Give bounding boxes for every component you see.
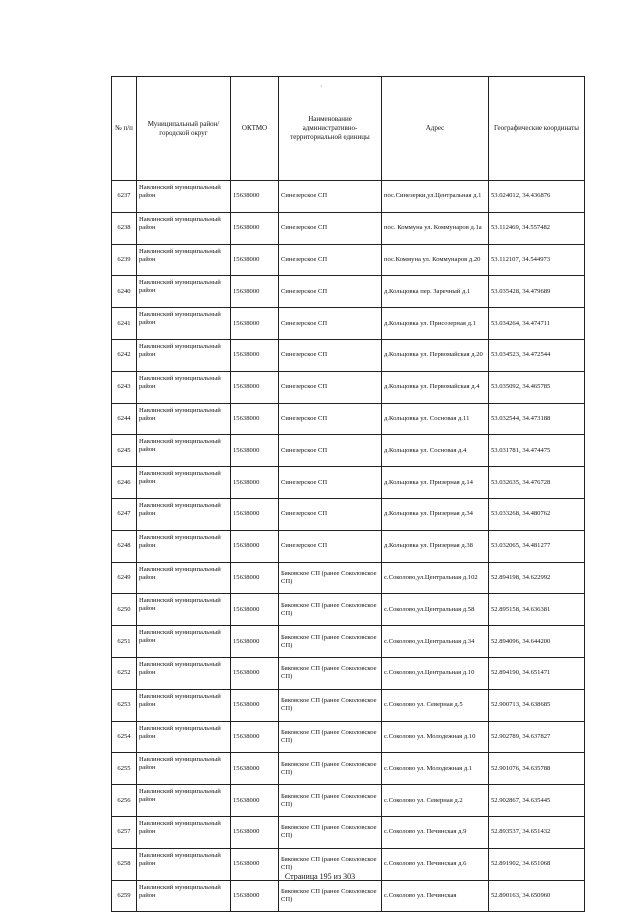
cell-address: д.Кольцовка ул. Призерная д.38 <box>382 530 489 562</box>
cell-unit: Синезерское СП <box>279 435 382 467</box>
header-district: Муниципальный район/городской округ <box>137 77 231 181</box>
header-unit: Наименование административно-территориальной единицы <box>279 77 382 181</box>
cell-address: д.Кольцовка ул. Призерная д.14 <box>382 467 489 499</box>
cell-oktmo: 15638000 <box>231 212 279 244</box>
cell-unit: Бяковское СП (ранее Соколовское СП) <box>279 848 382 880</box>
cell-address: д.Кольцовка ул. Первомайская д.20 <box>382 339 489 371</box>
cell-district: Навлинский муниципальный район <box>137 594 231 626</box>
cell-address: д.Кольцовка ул. Сосновая д.4 <box>382 435 489 467</box>
cell-district: Навлинский муниципальный район <box>137 689 231 721</box>
table-row <box>112 657 585 689</box>
cell-district: Навлинский муниципальный район <box>137 467 231 499</box>
table-row <box>112 880 585 912</box>
table-row <box>112 467 585 499</box>
cell-oktmo: 15638000 <box>231 721 279 753</box>
cell-coords: 52.894198, 34.622992 <box>489 562 585 594</box>
cell-district: Навлинский муниципальный район <box>137 785 231 817</box>
cell-num: 6245 <box>112 435 137 467</box>
cell-district: Навлинский муниципальный район <box>137 308 231 340</box>
cell-unit: Бяковское СП (ранее Соколовское СП) <box>279 657 382 689</box>
cell-unit: Бяковское СП (ранее Соколовское СП) <box>279 721 382 753</box>
cell-num: 6250 <box>112 594 137 626</box>
cell-coords: 52.893537, 34.651432 <box>489 816 585 848</box>
cell-oktmo: 15638000 <box>231 562 279 594</box>
cell-coords: 53.034523, 34.472544 <box>489 339 585 371</box>
cell-coords: 53.112107, 34.544973 <box>489 244 585 276</box>
cell-num: 6244 <box>112 403 137 435</box>
cell-coords: 52.894096, 34.644200 <box>489 626 585 658</box>
cell-district: Навлинский муниципальный район <box>137 212 231 244</box>
cell-unit: Бяковское СП (ранее Соколовское СП) <box>279 626 382 658</box>
header-oktmo: ОКТМО <box>231 77 279 181</box>
cell-address: с.Соколово ул. Печинская <box>382 880 489 912</box>
cell-num: 6253 <box>112 689 137 721</box>
cell-oktmo: 15638000 <box>231 753 279 785</box>
table-row <box>112 212 585 244</box>
cell-unit: Синезерское СП <box>279 181 382 213</box>
cell-district: Навлинский муниципальный район <box>137 371 231 403</box>
cell-coords: 53.032544, 34.473188 <box>489 403 585 435</box>
cell-district: Навлинский муниципальный район <box>137 657 231 689</box>
cell-num: 6255 <box>112 753 137 785</box>
cell-district: Навлинский муниципальный район <box>137 816 231 848</box>
cell-district: Навлинский муниципальный район <box>137 276 231 308</box>
cell-unit: Синезерское СП <box>279 530 382 562</box>
cell-num: 6242 <box>112 339 137 371</box>
table-row <box>112 339 585 371</box>
cell-district: Навлинский муниципальный район <box>137 244 231 276</box>
cell-coords: 53.035428, 34.479689 <box>489 276 585 308</box>
cell-address: с.Соколово,ул.Центральная д.10 <box>382 657 489 689</box>
table-row <box>112 816 585 848</box>
cell-address: с.Соколово ул. Молодежная д.10 <box>382 721 489 753</box>
cell-num: 6259 <box>112 880 137 912</box>
cell-address: д.Кольцовка ул. Присозерная д.1 <box>382 308 489 340</box>
registry-table <box>111 76 585 912</box>
cell-unit: Бяковское СП (ранее Соколовское СП) <box>279 880 382 912</box>
cell-unit: Бяковское СП (ранее Соколовское СП) <box>279 816 382 848</box>
cell-num: 6256 <box>112 785 137 817</box>
cell-num: 6247 <box>112 498 137 530</box>
cell-address: с.Соколово ул. Печинская д.6 <box>382 848 489 880</box>
cell-coords: 52.902789, 34.637827 <box>489 721 585 753</box>
header-num: № п/п <box>112 77 137 181</box>
cell-oktmo: 15638000 <box>231 244 279 276</box>
cell-address: с.Соколово ул. Печинская д.9 <box>382 816 489 848</box>
cell-num: 6248 <box>112 530 137 562</box>
cell-oktmo: 15638000 <box>231 403 279 435</box>
cell-oktmo: 15638000 <box>231 626 279 658</box>
cell-coords: 52.902867, 34.635445 <box>489 785 585 817</box>
cell-num: 6249 <box>112 562 137 594</box>
cell-address: с.Соколово,ул.Центральная д.102 <box>382 562 489 594</box>
cell-district: Навлинский муниципальный район <box>137 626 231 658</box>
cell-district: Навлинский муниципальный район <box>137 435 231 467</box>
cell-unit: Синезерское СП <box>279 244 382 276</box>
cell-oktmo: 15638000 <box>231 689 279 721</box>
cell-district: Навлинский муниципальный район <box>137 848 231 880</box>
table-row <box>112 689 585 721</box>
cell-district: Навлинский муниципальный район <box>137 181 231 213</box>
cell-coords: 53.112469, 34.557482 <box>489 212 585 244</box>
cell-oktmo: 15638000 <box>231 530 279 562</box>
cell-coords: 52.901076, 34.635788 <box>489 753 585 785</box>
cell-district: Навлинский муниципальный район <box>137 498 231 530</box>
cell-coords: 52.895158, 34.636381 <box>489 594 585 626</box>
cell-coords: 52.900713, 34.638685 <box>489 689 585 721</box>
cell-unit: Бяковское СП (ранее Соколовское СП) <box>279 594 382 626</box>
cell-district: Навлинский муниципальный район <box>137 753 231 785</box>
cell-num: 6246 <box>112 467 137 499</box>
cell-oktmo: 15638000 <box>231 467 279 499</box>
cell-unit: Бяковское СП (ранее Соколовское СП) <box>279 562 382 594</box>
cell-oktmo: 15638000 <box>231 371 279 403</box>
cell-num: 6258 <box>112 848 137 880</box>
cell-oktmo: 15638000 <box>231 785 279 817</box>
cell-address: с.Соколово ул. Северная д.5 <box>382 689 489 721</box>
cell-unit: Бяковское СП (ранее Соколовское СП) <box>279 753 382 785</box>
cell-oktmo: 15638000 <box>231 816 279 848</box>
cell-district: Навлинский муниципальный район <box>137 403 231 435</box>
cell-unit: Синезерское СП <box>279 339 382 371</box>
cell-address: д.Кольцовка ул. Призерная д.34 <box>382 498 489 530</box>
cell-address: д.Кольцовка пер. Заречный д.1 <box>382 276 489 308</box>
cell-address: д.Кольцовка ул. Первомайская д.4 <box>382 371 489 403</box>
cell-district: Навлинский муниципальный район <box>137 721 231 753</box>
cell-address: пос.Коммуна ул. Коммунаров д.20 <box>382 244 489 276</box>
table-row <box>112 785 585 817</box>
table-row <box>112 181 585 213</box>
table-header-row <box>112 77 585 181</box>
cell-address: с.Соколово ул. Северная д.2 <box>382 785 489 817</box>
cell-unit: Синезерское СП <box>279 308 382 340</box>
cell-unit: Синезерское СП <box>279 467 382 499</box>
cell-address: с.Соколово,ул.Центральная д.58 <box>382 594 489 626</box>
cell-num: 6257 <box>112 816 137 848</box>
cell-address: с.Соколово ул. Молодежная д.1 <box>382 753 489 785</box>
cell-num: 6239 <box>112 244 137 276</box>
cell-oktmo: 15638000 <box>231 880 279 912</box>
cell-num: 6237 <box>112 181 137 213</box>
table-row <box>112 721 585 753</box>
cell-address: пос. Коммуна ул. Коммунаров д.1а <box>382 212 489 244</box>
cell-oktmo: 15638000 <box>231 435 279 467</box>
cell-coords: 53.031781, 34.474475 <box>489 435 585 467</box>
cell-oktmo: 15638000 <box>231 594 279 626</box>
table-row <box>112 594 585 626</box>
cell-coords: 52.890163, 34.650960 <box>489 880 585 912</box>
page-number: Страница 195 из 303 <box>284 872 356 881</box>
cell-unit: Бяковское СП (ранее Соколовское СП) <box>279 689 382 721</box>
cell-oktmo: 15638000 <box>231 339 279 371</box>
cell-district: Навлинский муниципальный район <box>137 530 231 562</box>
cell-oktmo: 15638000 <box>231 181 279 213</box>
table-body <box>112 181 585 912</box>
cell-unit: Синезерское СП <box>279 403 382 435</box>
cell-address: д.Кольцовка ул. Сосновая д.11 <box>382 403 489 435</box>
cell-address: пос.Синезерки,ул.Центральная д.1 <box>382 181 489 213</box>
header-coords: Географические координаты <box>489 77 585 181</box>
cell-address: с.Соколово,ул.Центральная д.34 <box>382 626 489 658</box>
cell-coords: 53.032635, 34.476728 <box>489 467 585 499</box>
cell-coords: 52.891902, 34.651068 <box>489 848 585 880</box>
cell-unit: Синезерское СП <box>279 371 382 403</box>
cell-num: 6252 <box>112 657 137 689</box>
cell-oktmo: 15638000 <box>231 657 279 689</box>
cell-oktmo: 15638000 <box>231 848 279 880</box>
cell-district: Навлинский муниципальный район <box>137 880 231 912</box>
cell-district: Навлинский муниципальный район <box>137 562 231 594</box>
cell-num: 6238 <box>112 212 137 244</box>
table-row <box>112 276 585 308</box>
table-row <box>112 403 585 435</box>
table-row <box>112 753 585 785</box>
cell-coords: 53.033268, 34.480762 <box>489 498 585 530</box>
cell-unit: Бяковское СП (ранее Соколовское СП) <box>279 785 382 817</box>
table-row <box>112 530 585 562</box>
table-row <box>112 498 585 530</box>
cell-num: 6243 <box>112 371 137 403</box>
cell-coords: 53.032065, 34.481277 <box>489 530 585 562</box>
table-row <box>112 244 585 276</box>
table-row <box>112 308 585 340</box>
cell-oktmo: 15638000 <box>231 308 279 340</box>
cell-num: 6241 <box>112 308 137 340</box>
table-row <box>112 626 585 658</box>
cell-num: 6240 <box>112 276 137 308</box>
cell-num: 6254 <box>112 721 137 753</box>
cell-coords: 52.894190, 34.651471 <box>489 657 585 689</box>
table-row <box>112 562 585 594</box>
cell-coords: 53.034264, 34.474711 <box>489 308 585 340</box>
cell-num: 6251 <box>112 626 137 658</box>
header-address: Адрес <box>382 77 489 181</box>
cell-unit: Синезерское СП <box>279 276 382 308</box>
cell-coords: 53.035092, 34.465785 <box>489 371 585 403</box>
cell-oktmo: 15638000 <box>231 276 279 308</box>
scan-speck: · <box>320 82 323 91</box>
cell-unit: Синезерское СП <box>279 498 382 530</box>
cell-district: Навлинский муниципальный район <box>137 339 231 371</box>
table-row <box>112 371 585 403</box>
cell-oktmo: 15638000 <box>231 498 279 530</box>
cell-coords: 53.024012, 34.436876 <box>489 181 585 213</box>
cell-unit: Синезерское СП <box>279 212 382 244</box>
table-row <box>112 435 585 467</box>
